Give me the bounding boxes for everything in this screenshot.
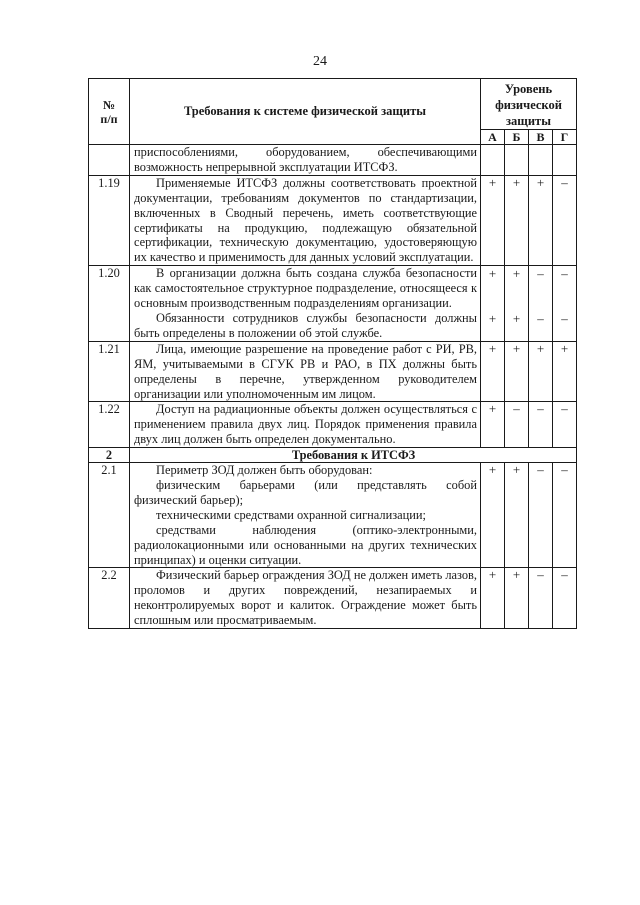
table-row <box>89 175 577 265</box>
requirement-text <box>130 341 481 402</box>
table-row <box>89 341 577 402</box>
level-b-mark <box>505 266 529 342</box>
requirement-paragraph: Доступ на радиационные объекты должен осуществляться с применением правила двух лиц. Порядок применения правила двух лиц должен быть определен документально. <box>134 402 477 447</box>
level-a-mark <box>481 266 505 342</box>
level-b-mark-2: + <box>512 311 521 327</box>
row-number: 1.19 <box>89 175 130 265</box>
header-number-cell <box>89 79 130 145</box>
requirement-text <box>130 463 481 568</box>
level-v-mark: + <box>529 341 553 402</box>
requirement-paragraph: Применяемые ИТСФЗ должны соответствовать проектной документации, требованиям документов по стандартизации, включенных в Сводный перечень, иметь соответствующие сертификаты на продукцию, подлежащую обязательной сертификации, техническую документацию, удостоверяющую их качество и применимость для данных условий эксплуатации. <box>134 175 477 265</box>
requirement-text <box>130 145 481 176</box>
page-number: 24 <box>313 54 327 69</box>
requirement-paragraph: Лица, имеющие разрешение на проведение работ с РИ, РВ, ЯМ, учитываемыми в СГУК РВ и РАО, в ПХ должны быть определены в перечне, утвержденном руководителем организации или уполномоченным им лицом. <box>134 341 477 401</box>
level-g-mark-2: – <box>561 311 568 327</box>
level-v-mark <box>529 266 553 342</box>
level-b-mark: + <box>505 463 529 568</box>
requirement-list-item: средствами наблюдения (оптико-электронными, радиолокационными или основанными на других технических принципах) и оценки ситуации. <box>134 522 477 567</box>
requirement-paragraph: Периметр ЗОД должен быть оборудован: <box>156 463 373 478</box>
table-row <box>89 145 577 176</box>
level-g-mark: – <box>553 402 577 448</box>
level-g-mark: – <box>553 175 577 265</box>
requirement-text <box>130 568 481 629</box>
requirements-table <box>88 78 577 629</box>
requirement-text <box>130 175 481 265</box>
section-row <box>89 448 577 463</box>
level-a-mark-1: + <box>488 266 497 282</box>
header-requirements-title: Требования к системе физической защиты <box>130 79 481 145</box>
row-number: 1.22 <box>89 402 130 448</box>
requirement-paragraph: Физический барьер ограждения ЗОД не должен иметь лазов, проломов и других повреждений, незапираемых и неконтролируемых ворот и калиток. Ограждение может быть сплошным или просматриваемым. <box>134 568 477 628</box>
level-v-mark <box>529 145 553 176</box>
section-number: 2 <box>89 448 130 463</box>
level-v-mark: – <box>529 568 553 629</box>
row-number <box>89 145 130 176</box>
header-number-label: п/п <box>100 111 118 126</box>
requirement-list-item: физическим барьерами (или представлять собой физический барьер); <box>134 478 477 507</box>
table-row <box>89 402 577 448</box>
level-g-mark: – <box>553 568 577 629</box>
level-g-mark <box>553 266 577 342</box>
level-v-mark: – <box>529 402 553 448</box>
row-number: 1.20 <box>89 266 130 342</box>
table-row <box>89 463 577 568</box>
section-title: Требования к ИТСФЗ <box>130 448 577 463</box>
level-g-mark: + <box>553 341 577 402</box>
header-levels-line2: физической <box>495 98 562 112</box>
level-a-mark: + <box>481 402 505 448</box>
header-level-v: В <box>529 130 553 145</box>
header-level-b: Б <box>505 130 529 145</box>
level-v-mark: + <box>529 175 553 265</box>
level-a-mark-2: + <box>488 311 497 327</box>
row-number: 2.2 <box>89 568 130 629</box>
level-g-mark: – <box>553 463 577 568</box>
requirement-paragraph: Обязанности сотрудников службы безопасности должны быть определены в положении об этой службе. <box>134 310 477 340</box>
header-protection-levels <box>481 79 577 130</box>
requirement-text <box>130 402 481 448</box>
level-a-mark <box>481 145 505 176</box>
table-row <box>89 266 577 342</box>
header-level-a: А <box>481 130 505 145</box>
level-b-mark: – <box>505 402 529 448</box>
level-a-mark: + <box>481 175 505 265</box>
level-v-mark: – <box>529 463 553 568</box>
requirement-list-item: техническими средствами охранной сигнализации; <box>156 507 426 522</box>
header-levels-line3: защиты <box>506 114 551 128</box>
requirement-paragraph: В организации должна быть создана служба безопасности как самостоятельное структурное подразделение, относящееся к основным производственным подразделениям организации. <box>134 266 477 311</box>
level-b-mark: + <box>505 341 529 402</box>
level-b-mark: + <box>505 568 529 629</box>
level-v-mark-1: – <box>537 266 544 282</box>
level-a-mark: + <box>481 341 505 402</box>
requirement-paragraph: приспособлениями, оборудованием, обеспечивающими возможность непрерывной эксплуатации ИТСФЗ. <box>134 145 477 174</box>
header-levels-line1: Уровень <box>504 82 553 96</box>
level-g-mark <box>553 145 577 176</box>
row-number: 1.21 <box>89 341 130 402</box>
level-v-mark-2: – <box>537 311 544 327</box>
row-number: 2.1 <box>89 463 130 568</box>
level-a-mark: + <box>481 568 505 629</box>
table-row <box>89 568 577 629</box>
level-a-mark: + <box>481 463 505 568</box>
level-b-mark: + <box>505 175 529 265</box>
level-b-mark <box>505 145 529 176</box>
header-level-g: Г <box>553 130 577 145</box>
requirement-text <box>130 266 481 342</box>
level-b-mark-1: + <box>512 266 521 282</box>
level-g-mark-1: – <box>561 266 568 282</box>
header-number-symbol: № <box>102 97 116 112</box>
